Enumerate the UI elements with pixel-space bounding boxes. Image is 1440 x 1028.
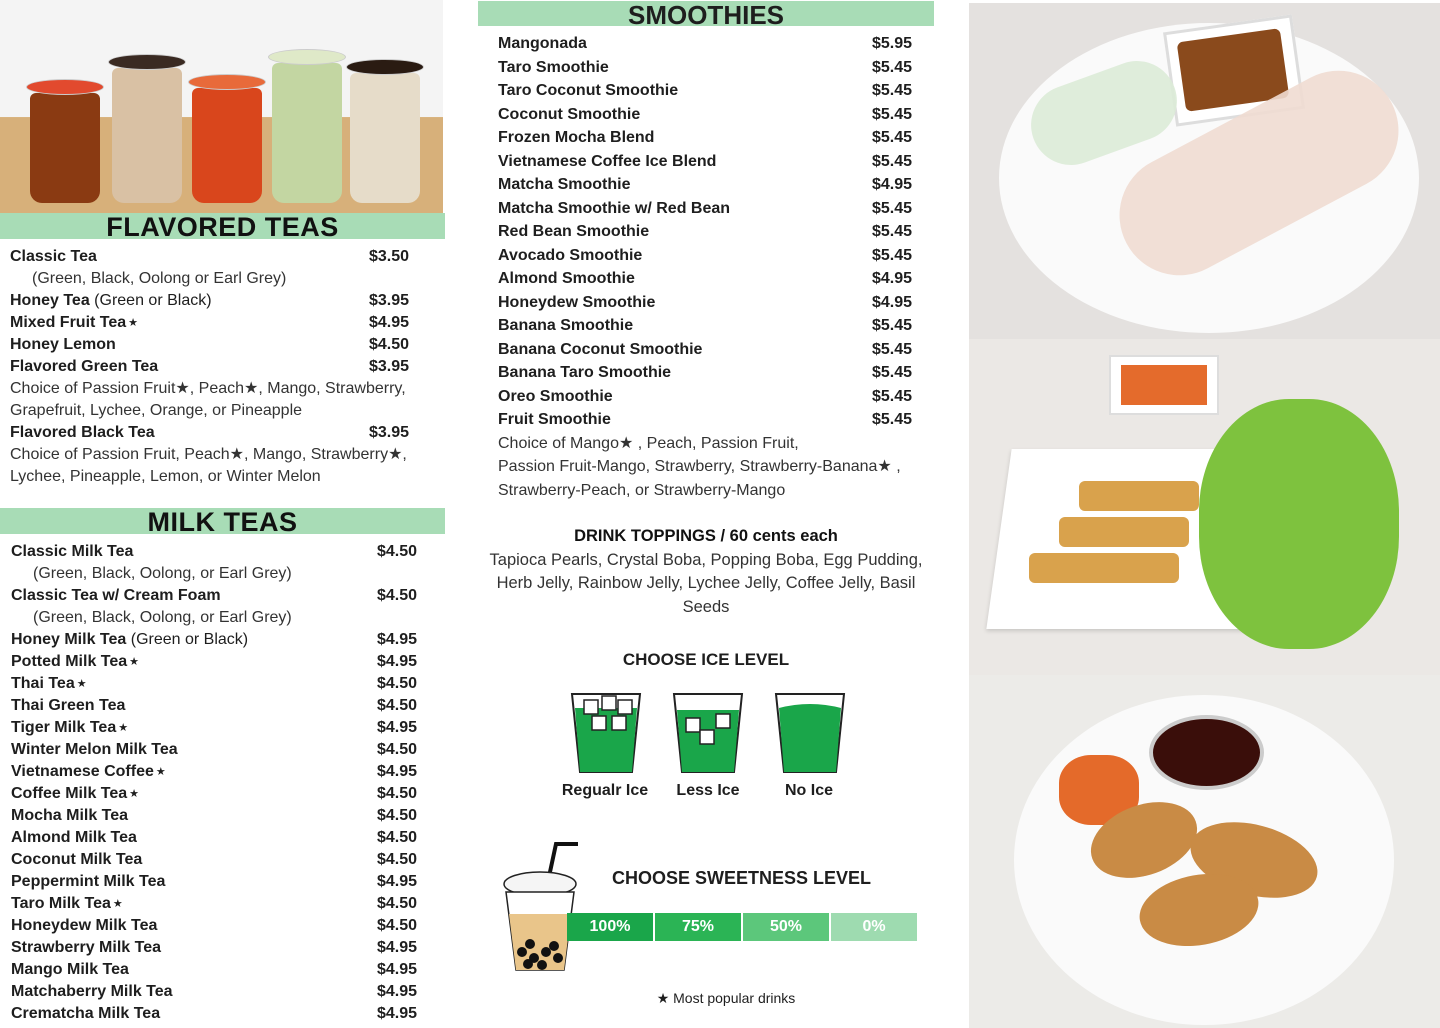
item-name-text: Taro Smoothie: [498, 58, 609, 76]
left-column: [0, 0, 445, 1028]
flavored-teas-header: FLAVORED TEAS: [0, 213, 445, 239]
menu-item: [11, 893, 419, 915]
menu-item: [11, 717, 419, 739]
popular-drinks-note: ★ Most popular drinks: [656, 990, 796, 1006]
item-price: $4.95: [377, 1005, 418, 1022]
item-name: [11, 915, 157, 937]
toppings-text: Tapioca Pearls, Crystal Boba, Popping Boba, Egg Pudding, Herb Jelly, Rainbow Jelly, Lychee Jelly, Coffee Jelly, Basil Seeds: [489, 550, 923, 616]
item-price: $4.95: [377, 653, 418, 670]
item-name-text: Honey Milk Tea: [11, 631, 127, 648]
item-name-text: Flavored Green Tea: [10, 358, 159, 375]
menu-item: [498, 408, 914, 432]
item-name-text: Avocado Smoothie: [498, 246, 643, 264]
item-options-note: (Green, Black, Oolong, or Earl Grey): [33, 565, 292, 582]
menu-item: [498, 291, 914, 315]
item-name: [10, 356, 158, 378]
item-name-text: Banana Taro Smoothie: [498, 364, 672, 381]
item-price: $3.95: [369, 358, 410, 375]
ice-level-title: CHOOSE ICE LEVEL: [622, 650, 790, 669]
item-name: [11, 717, 128, 739]
item-name: [498, 79, 678, 103]
item-price: $5.45: [872, 105, 913, 123]
menu-item: [498, 314, 914, 338]
item-name: [10, 334, 116, 356]
item-price: $5.45: [872, 317, 913, 334]
milk-tea-cup: [112, 68, 182, 203]
menu-item: [498, 32, 914, 56]
menu-item: [11, 651, 419, 673]
item-flavor-choices: Choice of Passion Fruit★, Peach★, Mango, Strawberry,: [10, 380, 406, 397]
less-ice-label: Less Ice: [676, 782, 740, 799]
no-ice-label: No Ice: [784, 782, 833, 799]
smoothie-flavor-choices: Choice of Mango★ , Peach, Passion Fruit,: [498, 434, 799, 452]
item-price: $4.50: [377, 829, 418, 846]
item-name-text: Almond Smoothie: [498, 270, 635, 287]
item-name: [10, 312, 138, 334]
item-name-text: Matchaberry Milk Tea: [11, 983, 173, 1000]
item-name: [11, 695, 125, 717]
item-price: $5.95: [872, 35, 913, 52]
menu-item: [11, 739, 419, 761]
menu-item: [11, 871, 419, 893]
menu-item: [498, 126, 914, 150]
item-name-text: Vietnamese Coffee: [11, 763, 154, 780]
item-name-text: Mocha Milk Tea: [11, 807, 129, 824]
menu-item: [498, 79, 914, 103]
popular-star-icon: ★: [112, 898, 123, 910]
boba-cup-icon: [500, 840, 580, 975]
item-name-text: Classic Milk Tea: [11, 543, 134, 560]
item-price: $4.95: [377, 631, 418, 648]
item-price: $5.45: [872, 411, 913, 428]
item-name-text: Tiger Milk Tea: [11, 719, 117, 736]
item-name-text: Taro Coconut Smoothie: [498, 82, 679, 99]
item-name: [498, 244, 642, 268]
menu-item: [498, 338, 914, 362]
menu-item: [498, 197, 914, 221]
item-price: $5.45: [872, 199, 913, 217]
item-price: $4.50: [377, 543, 418, 560]
item-name: [10, 290, 212, 312]
item-options-note: (Green, Black, Oolong or Earl Grey): [32, 270, 287, 287]
item-name-text: Honeydew Milk Tea: [11, 917, 158, 934]
menu-item: [11, 695, 419, 717]
item-price: $4.95: [377, 873, 418, 890]
item-price: $5.45: [872, 152, 913, 170]
item-name: [498, 173, 630, 197]
item-name: [11, 1003, 160, 1025]
item-name: [11, 783, 139, 805]
item-name: [11, 761, 166, 783]
menu-item: [498, 220, 914, 244]
item-name-text: Fruit Smoothie: [498, 411, 611, 428]
item-name: [10, 422, 155, 444]
menu-item: [11, 915, 419, 937]
item-price: $4.95: [872, 293, 913, 311]
menu-item: [10, 290, 411, 312]
item-price: $4.50: [377, 917, 418, 934]
milk-teas-header: MILK TEAS: [0, 508, 445, 534]
item-variant: (Green or Black): [89, 292, 212, 309]
menu-item: [498, 150, 914, 174]
menu-item: [498, 103, 914, 127]
item-name-text: Honey Tea: [10, 292, 90, 309]
popular-star-icon: ★: [128, 317, 139, 329]
menu-item: [10, 334, 411, 356]
item-name-text: Mixed Fruit Tea: [10, 314, 127, 331]
item-name: [498, 103, 640, 127]
menu-item: [11, 937, 419, 959]
menu-item: [11, 827, 419, 849]
item-price: $4.95: [377, 719, 418, 736]
item-name: [11, 739, 178, 761]
egg-rolls-photo: [969, 339, 1440, 675]
item-name: [11, 673, 87, 695]
item-price: $4.95: [377, 939, 418, 956]
menu-item: [11, 673, 419, 695]
item-name-text: Red Bean Smoothie: [498, 223, 650, 240]
menu-item: [11, 783, 419, 805]
cream-foam-cup: [350, 73, 420, 203]
popular-star-icon: ★: [76, 678, 87, 690]
item-name: [498, 338, 702, 362]
drinks-photo: [0, 0, 443, 213]
item-price: $5.45: [872, 58, 913, 76]
item-name: [498, 361, 671, 385]
item-name-text: Banana Coconut Smoothie: [498, 340, 703, 358]
menu-item: [11, 805, 419, 827]
menu-item: [498, 385, 914, 409]
item-price: $5.45: [872, 82, 913, 99]
item-price: $3.95: [369, 424, 410, 441]
item-name-text: Honey Lemon: [10, 336, 116, 353]
item-price: $4.50: [369, 336, 410, 353]
item-price: $4.95: [872, 270, 913, 287]
middle-column: [478, 0, 934, 1028]
sweetness-level-100-segment: 100%: [567, 913, 655, 941]
item-name: [498, 385, 613, 409]
item-name: [498, 56, 609, 80]
sweetness-level-50-segment: 50%: [743, 913, 831, 941]
item-price: $4.50: [377, 675, 418, 692]
menu-item: [11, 981, 419, 1003]
popular-star-icon: ★: [155, 766, 166, 778]
item-name-text: Mango Milk Tea: [11, 961, 129, 978]
item-name: [11, 541, 133, 563]
item-price: $4.50: [377, 895, 418, 912]
item-name-text: Strawberry Milk Tea: [11, 939, 161, 956]
item-price: $3.95: [369, 292, 410, 309]
item-name: [11, 805, 128, 827]
item-flavor-choices: Choice of Passion Fruit, Peach★, Mango, Strawberry★,: [10, 446, 407, 463]
menu-item: [498, 173, 914, 197]
item-name-text: Thai Green Tea: [11, 697, 126, 714]
item-name: [498, 267, 635, 291]
item-price: $4.50: [377, 851, 418, 868]
menu-item: [10, 422, 411, 444]
item-price: $5.45: [872, 387, 913, 405]
item-name: [498, 32, 587, 56]
sweetness-level-bar: [567, 913, 919, 941]
toppings-title: DRINK TOPPINGS / 60 cents each: [574, 527, 838, 545]
menu-item: [11, 761, 419, 783]
flavored-teas-list: [10, 246, 411, 488]
matcha-cup: [272, 63, 342, 203]
sweetness-level-title: CHOOSE SWEETNESS LEVEL: [612, 868, 872, 888]
item-name-text: Flavored Black Tea: [10, 424, 155, 441]
item-price: $5.45: [872, 364, 913, 381]
potstickers-photo: [969, 675, 1440, 1028]
item-price: $5.45: [872, 223, 913, 240]
item-name: [10, 246, 97, 268]
item-name-text: Matcha Smoothie w/ Red Bean: [498, 199, 731, 217]
menu-item: [498, 267, 914, 291]
item-price: $4.95: [377, 961, 418, 978]
item-variant: (Green or Black): [126, 631, 249, 648]
smoothie-flavor-choices: Passion Fruit-Mango, Strawberry, Strawberry-Banana★ ,: [498, 458, 901, 475]
item-name-text: Peppermint Milk Tea: [11, 873, 166, 890]
menu-item: [10, 312, 411, 334]
item-price: $4.50: [377, 785, 418, 802]
item-name: [498, 150, 716, 174]
item-name: [498, 314, 633, 338]
mangonada-cup: [192, 88, 262, 203]
menu-item: [498, 56, 914, 80]
item-name-text: Honeydew Smoothie: [498, 293, 656, 311]
less-ice-cup-icon: [672, 692, 744, 774]
item-name: [11, 827, 137, 849]
regular-ice-label: Regualr Ice: [561, 782, 649, 799]
menu-item: [11, 541, 419, 563]
menu-item: [498, 244, 914, 268]
item-name-text: Potted Milk Tea: [11, 653, 128, 670]
item-name: [11, 629, 248, 651]
item-name-text: Vietnamese Coffee Ice Blend: [498, 152, 717, 170]
popular-star-icon: ★: [129, 656, 140, 668]
smoothies-list: [498, 32, 914, 502]
fruit-tea-cup: [30, 93, 100, 203]
item-name-text: Coconut Milk Tea: [11, 851, 143, 868]
menu-item: [498, 361, 914, 385]
item-name: [11, 893, 123, 915]
item-flavor-choices: Grapefruit, Lychee, Orange, or Pineapple: [10, 402, 303, 419]
item-name: [498, 126, 654, 150]
milk-teas-list: [11, 541, 419, 1025]
item-options-note: (Green, Black, Oolong, or Earl Grey): [33, 609, 292, 626]
item-name-text: Classic Tea: [10, 248, 97, 265]
sweetness-level-0-segment: 0%: [831, 913, 919, 941]
menu-item: [11, 959, 419, 981]
item-name: [11, 937, 161, 959]
item-name-text: Winter Melon Milk Tea: [11, 741, 178, 758]
item-price: $4.50: [377, 741, 418, 758]
item-name-text: Taro Milk Tea: [11, 895, 111, 912]
item-price: $5.45: [872, 129, 913, 146]
item-price: $3.50: [369, 248, 410, 265]
sweetness-level-75-segment: 75%: [655, 913, 743, 941]
item-price: $4.50: [377, 807, 418, 824]
smoothie-flavor-choices: Strawberry-Peach, or Strawberry-Mango: [498, 481, 786, 499]
menu-item: [11, 849, 419, 871]
menu-item: [10, 246, 411, 268]
item-flavor-choices: Lychee, Pineapple, Lemon, or Winter Melon: [10, 468, 321, 485]
item-name: [498, 408, 611, 432]
item-name: [498, 197, 730, 221]
item-price: $4.50: [377, 587, 418, 604]
popular-star-icon: ★: [118, 722, 129, 734]
menu-item: [11, 1003, 419, 1025]
no-ice-cup-icon: [774, 692, 846, 774]
item-name-text: Banana Smoothie: [498, 317, 634, 334]
spring-rolls-photo: [969, 3, 1440, 339]
item-price: $4.95: [369, 314, 410, 331]
item-name-text: Almond Milk Tea: [11, 829, 137, 846]
item-name-text: Coconut Smoothie: [498, 105, 641, 123]
popular-star-icon: ★: [129, 788, 140, 800]
item-name: [11, 849, 142, 871]
item-price: $4.95: [377, 763, 418, 780]
item-price: $5.45: [872, 246, 913, 264]
item-name: [11, 959, 129, 981]
item-price: $4.50: [377, 697, 418, 714]
item-price: $5.45: [872, 340, 913, 358]
item-name: [498, 220, 649, 244]
menu-item: [10, 356, 411, 378]
regular-ice-cup-icon: [570, 692, 642, 774]
item-price: $4.95: [377, 983, 418, 1000]
item-name-text: Matcha Smoothie: [498, 176, 631, 193]
menu-item: [11, 629, 419, 651]
item-name-text: Thai Tea: [11, 675, 75, 692]
right-column: [969, 0, 1440, 1028]
item-price: $4.95: [872, 176, 913, 193]
item-name: [11, 871, 165, 893]
item-name-text: Crematcha Milk Tea: [11, 1005, 161, 1022]
item-name-text: Oreo Smoothie: [498, 387, 613, 405]
toppings-section: [488, 525, 924, 619]
smoothies-header: SMOOTHIES: [478, 1, 934, 26]
item-name: [11, 981, 173, 1003]
item-name-text: Mangonada: [498, 35, 587, 52]
item-name: [11, 585, 221, 607]
item-name-text: Classic Tea w/ Cream Foam: [11, 587, 221, 604]
item-name: [11, 651, 139, 673]
item-name-text: Coffee Milk Tea: [11, 785, 128, 802]
item-name: [498, 291, 655, 315]
item-name-text: Frozen Mocha Blend: [498, 129, 655, 146]
menu-item: [11, 585, 419, 607]
